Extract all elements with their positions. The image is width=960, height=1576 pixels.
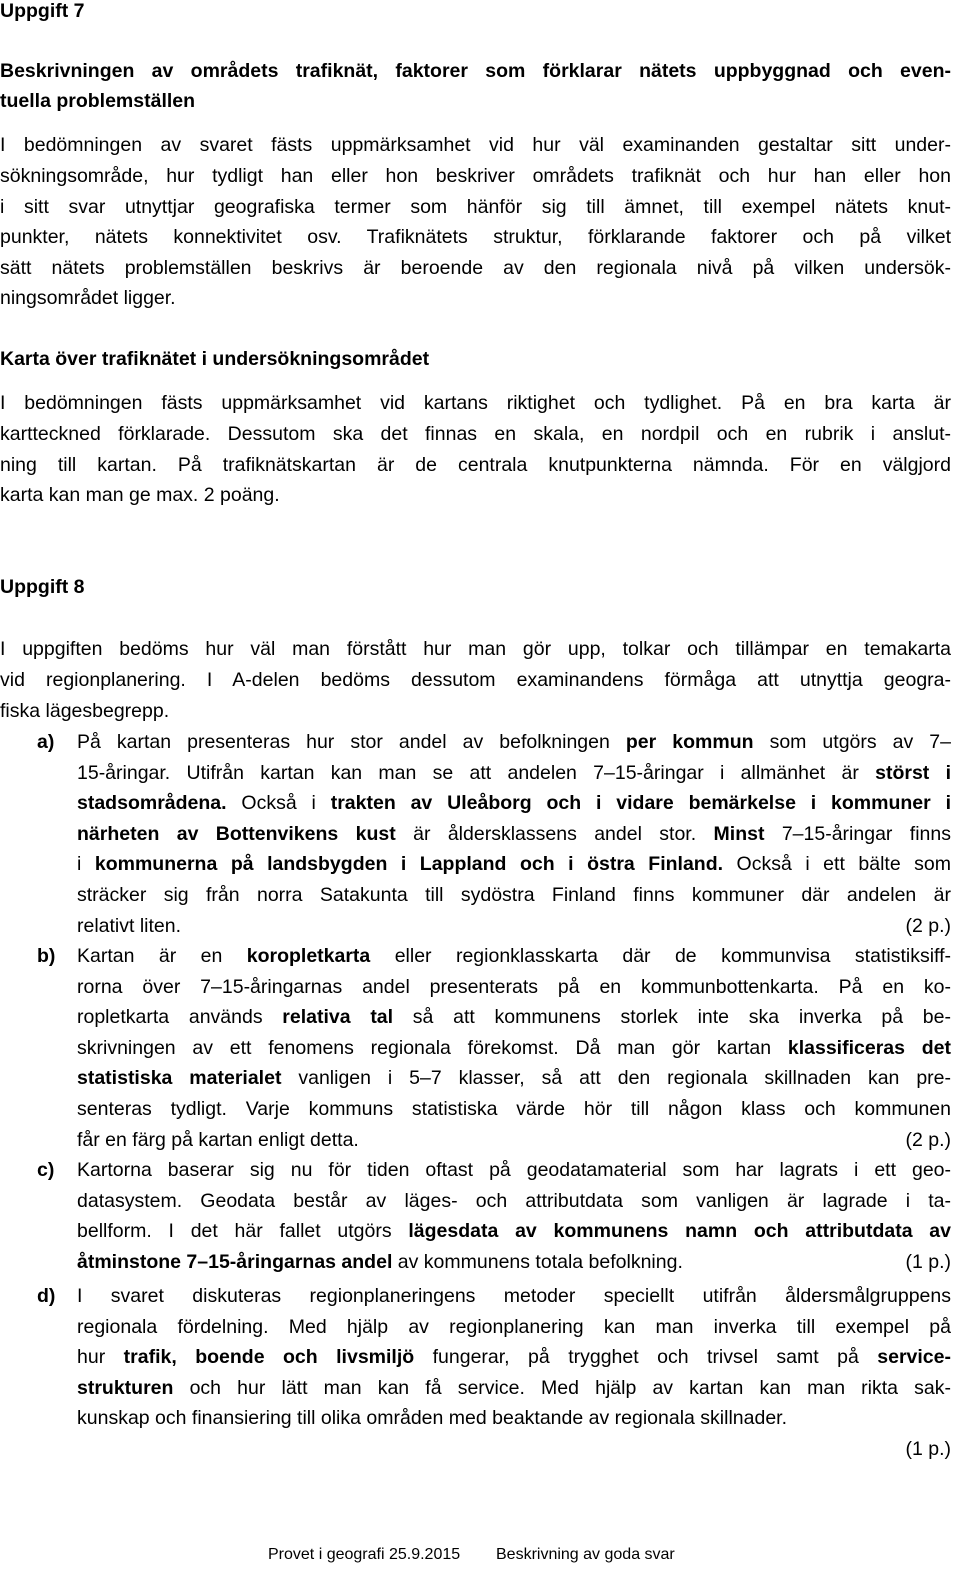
uppgift7-heading-line: tuella problemställen: [0, 90, 196, 112]
points-label: (1 p.): [905, 1437, 951, 1460]
text-run: datasystem. Geodata består av läges- och attributdata som vanligen är lagrade i ta-: [77, 1189, 951, 1212]
text-run: Också i: [226, 792, 331, 815]
text-run: hur: [77, 1346, 124, 1369]
answer-item-line: [77, 1125, 951, 1156]
answer-item-label: d): [37, 1285, 56, 1307]
uppgift7-para2-line: kartteckned förklarade. Dessutom ska det finnas en skala, en nordpil och en rubrik i anslut-: [0, 423, 951, 445]
text-run: rorna över 7–15-åringarnas andel presenterats på en kommunbottenkarta. På en ko-: [77, 975, 951, 998]
text-run: regionala fördelning. Med hjälp av regionplanering kan man inverka till exempel på: [77, 1315, 951, 1338]
answer-item-body: [77, 1155, 951, 1277]
text-run: av kommunens totala befolkning.: [392, 1250, 683, 1273]
uppgift8-intro-line: vid regionplanering. I A-delen bedöms dessutom examinandens förmåga att utnyttja geogra-: [0, 669, 951, 691]
answer-item-line: [77, 819, 951, 850]
uppgift7-para1-line: ningsområdet ligger.: [0, 287, 176, 309]
answer-item-line: [77, 1312, 951, 1343]
uppgift7-para2-line: I bedömningen fästs uppmärksamhet vid kartans riktighet och tydlighet. På en bra karta är: [0, 392, 951, 414]
answer-item-line: [77, 1094, 951, 1125]
answer-item-line: [77, 1281, 951, 1312]
uppgift7-para2-line: karta kan man ge max. 2 poäng.: [0, 484, 280, 506]
text-run: vanligen i 5–7 klasser, så att den regionala skillnaden kan pre-: [281, 1067, 951, 1090]
text-run: kunskap och finansiering till olika områden med beaktande av regionala skillnader.: [77, 1407, 788, 1430]
points-label: (2 p.): [905, 1128, 951, 1151]
text-run: bellform. I det här fallet utgörs: [77, 1220, 409, 1243]
answer-item-line: [77, 880, 951, 911]
text-run: Kartorna baserar sig nu för tiden oftast på geodatamaterial som har lagrats i ett geo-: [77, 1159, 951, 1181]
uppgift7-para1-line: I bedömningen av svaret fästs uppmärksamhet vid hur väl examinanden gestaltar sitt under-: [0, 134, 951, 156]
bold-term: stadsområdena.: [77, 792, 227, 815]
bold-term: strukturen: [77, 1376, 174, 1399]
bold-term: kommunerna på landsbygden i Lappland och i östra Finland.: [94, 853, 724, 876]
answer-item-line: [77, 1342, 951, 1373]
uppgift7-para1-line: punkter, nätets konnektivitet osv. Trafiknätets struktur, förklarande faktorer och på vilket: [0, 226, 951, 248]
text-run: och hur lätt man kan få service. Med hjälp av kartan kan man rikta sak-: [173, 1376, 951, 1399]
text-run: ropletkarta används: [77, 1006, 283, 1029]
answer-item-line: [77, 849, 951, 880]
answer-item-line: [77, 1216, 951, 1247]
answer-item-line: [77, 1247, 951, 1278]
bold-term: närheten av Bottenvikens kust: [77, 822, 396, 845]
points-label: (1 p.): [905, 1250, 951, 1273]
bold-term: åtminstone 7–15-åringarnas andel: [77, 1250, 393, 1273]
answer-item-line: [77, 1373, 951, 1404]
text-run: 15-åringar. Utifrån kartan kan man se att andelen 7–15-åringar i allmänhet är: [77, 761, 876, 784]
answer-item-line: [77, 972, 951, 1003]
footer-doc-title: Beskrivning av goda svar: [496, 1546, 675, 1563]
answer-item-label: c): [37, 1159, 55, 1181]
uppgift7-para1-line: sätt nätets problemställen beskrivs är beroende av den regionala nivå på vilken undersök-: [0, 257, 951, 279]
text-run: Kartan är en: [77, 945, 247, 967]
bold-term: koropletkarta: [246, 945, 371, 967]
answer-item-line: [77, 1403, 951, 1434]
text-run: I svaret diskuteras regionplaneringens metoder speciellt utifrån åldersmålgruppens: [77, 1285, 951, 1307]
bold-term: service-: [877, 1346, 951, 1369]
bold-term: störst i: [875, 761, 952, 784]
text-run: i: [77, 853, 95, 876]
text-run: senteras tydligt. Varje kommuns statistiska värde hör till någon klass och kommunen: [77, 1097, 951, 1120]
bold-term: relativa tal: [282, 1006, 394, 1029]
text-run: sträcker sig från norra Satakunta till sydöstra Finland finns kommuner där andelen är: [77, 883, 951, 906]
text-run: så att kommunens storlek inte ska inverka på be-: [393, 1006, 951, 1029]
text-run: som utgörs av 7–: [753, 731, 951, 753]
answer-item-line: [77, 1186, 951, 1217]
answer-item-line: [77, 788, 951, 819]
uppgift7-subheading: Karta över trafiknätet i undersökningsområdet: [0, 348, 430, 370]
answer-item-line: [77, 1155, 951, 1186]
answer-item-body: [77, 727, 951, 941]
text-run: relativt liten.: [77, 914, 182, 937]
uppgift7-title: Uppgift 7: [0, 0, 85, 22]
answer-item-line: [77, 1002, 951, 1033]
answer-item-line: [77, 758, 951, 789]
text-run: Också i ett bälte som: [723, 853, 952, 876]
text-run: På kartan presenteras hur stor andel av befolkningen: [77, 731, 626, 753]
bold-term: lägesdata av kommunens namn och attributdata av: [408, 1220, 951, 1243]
answer-item-body: [77, 1281, 951, 1465]
bold-term: klassificeras det: [787, 1036, 952, 1059]
bold-term: trafik, boende och livsmiljö: [123, 1346, 415, 1369]
uppgift7-para1-line: sökningsområde, hur tydligt han eller hon beskriver områdets trafiknät och hur han eller hon: [0, 165, 951, 187]
answer-item-body: [77, 941, 951, 1155]
uppgift7-heading-line: Beskrivningen av områdets trafiknät, faktorer som förklarar nätets uppbyggnad och even-: [0, 60, 951, 82]
bold-term: statistiska materialet: [77, 1067, 282, 1090]
uppgift8-intro-line: I uppgiften bedöms hur väl man förstått hur man gör upp, tolkar och tillämpar en temakarta: [0, 638, 951, 660]
answer-item-label: b): [37, 945, 56, 967]
answer-item-line: [77, 1033, 951, 1064]
answer-item-line: [77, 727, 951, 758]
text-run: 7–15-åringar finns: [764, 822, 951, 845]
points-label: (2 p.): [905, 914, 951, 937]
bold-term: Minst: [713, 822, 765, 845]
bold-term: trakten av Uleåborg och i vidare bemärkelse i kommuner i: [330, 792, 951, 815]
uppgift8-intro-line: fiska lägesbegrepp.: [0, 700, 170, 722]
text-run: skrivningen av ett fenomens regionala förekomst. Då man gör kartan: [77, 1036, 788, 1059]
bold-term: per kommun: [625, 731, 754, 753]
answer-item-line: [77, 911, 951, 942]
answer-item-line: [77, 941, 951, 972]
answer-item-label: a): [37, 731, 55, 753]
uppgift7-para2-line: ning till kartan. På trafiknätskartan är de centrala knutpunkterna nämnda. För en välgjord: [0, 454, 951, 476]
answer-item-line: [77, 1063, 951, 1094]
text-run: eller regionklasskarta där de kommunvisa statistiksiff-: [370, 945, 952, 967]
uppgift8-title: Uppgift 8: [0, 576, 85, 598]
text-run: fungerar, på trygghet och trivsel samt på: [414, 1346, 878, 1369]
footer-exam-title: Provet i geografi 25.9.2015: [268, 1546, 461, 1563]
text-run: är åldersklassens andel stor.: [395, 822, 714, 845]
text-run: får en färg på kartan enligt detta.: [77, 1128, 359, 1151]
uppgift7-para1-line: i sitt svar utnyttjar geografiska termer som hänför sig till ämnet, till exempel nätets knut-: [0, 196, 951, 218]
